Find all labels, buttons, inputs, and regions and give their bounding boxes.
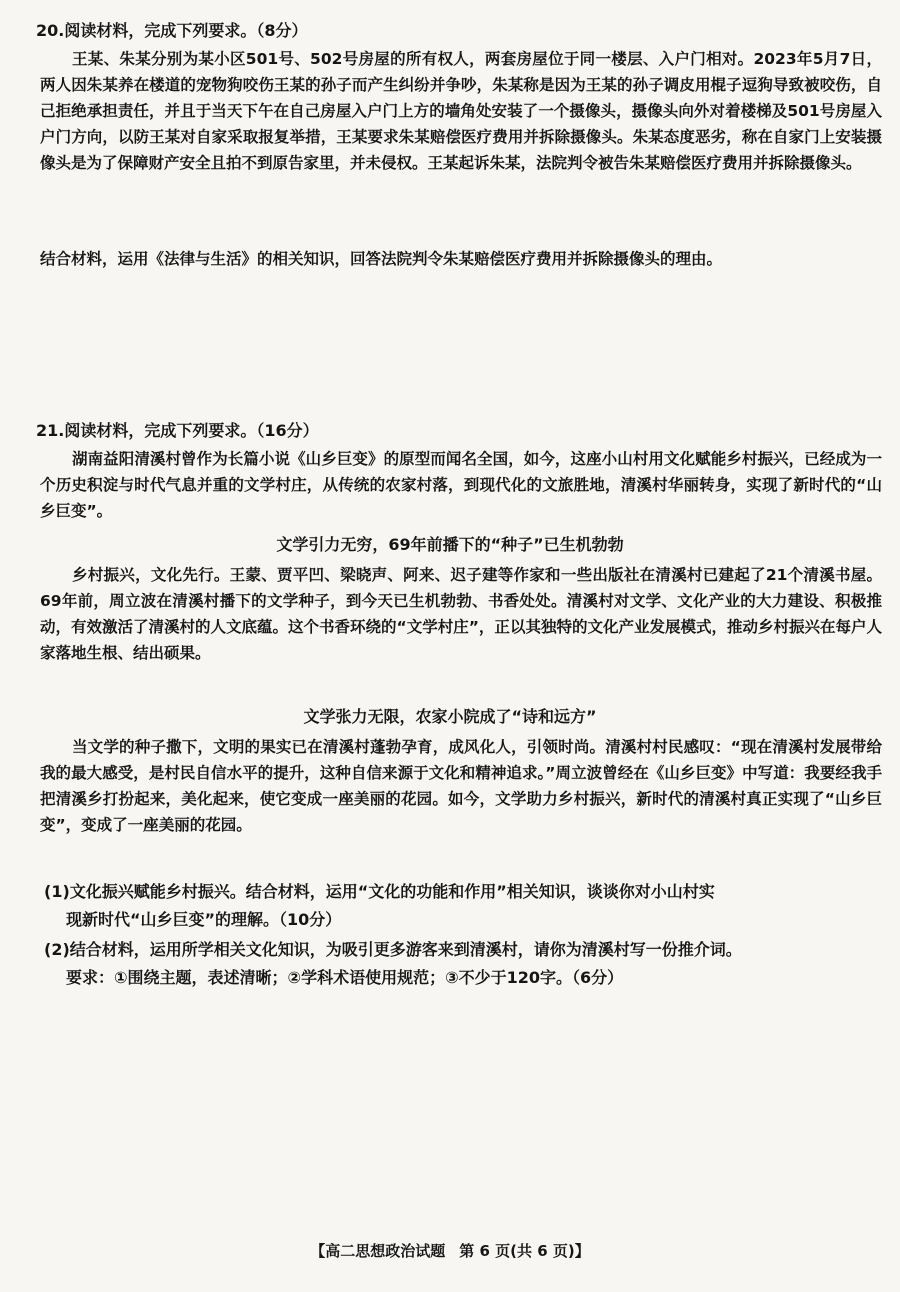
q21-answer-space — [36, 1000, 882, 1230]
q21-sub2-line2: 要求：①围绕主题，表述清晰；②学科术语使用规范；③不少于120字。（6分） — [66, 968, 624, 987]
q20-header: 20.阅读材料，完成下列要求。（8分） — [36, 21, 308, 40]
q20-task: 结合材料，运用《法律与生活》的相关知识，回答法院判令朱某赔偿医疗费用并拆除摄像头的理由。 — [40, 250, 723, 268]
q21-header: 21.阅读材料，完成下列要求。（16分） — [36, 421, 319, 440]
q21-sub1-line2: 现新时代“山乡巨变”的理解。（10分） — [66, 910, 342, 929]
q20-material: 王某、朱某分别为某小区501号、502号房屋的所有权人，两套房屋位于同一楼层、入户门相对。2023年5月7日，两人因朱某养在楼道的宠物狗咬伤王某的孙子而产生纠纷并争吵，朱某称是因为王某的孙子调皮用棍子逗狗导致被咬伤，自己拒绝承担责任，并且于当天下午在自己房屋入户门上方的墙角处安装了一个摄像头，摄像头向外对着楼梯及501号房屋入户门方向，以防王某对自家采取报复举措，王某要求朱某赔偿医疗费用并拆除摄像头。朱某态度恶劣，称在自家门上安装摄像头是为了保障财产安全且拍不到原告家里，并未侵权。王某起诉朱某，法院判令被告朱某赔偿医疗费用并拆除摄像头。 — [40, 50, 882, 172]
q21-section1-title: 文学引力无穷，69年前播下的“种子”已生机勃勃 — [276, 535, 624, 554]
footer-title: 【高二思想政治试题 — [310, 1242, 446, 1260]
q20-answer-space — [36, 280, 882, 410]
q21-section2-title: 文学张力无限，农家小院成了“诗和远方” — [303, 707, 597, 726]
q21-subquestion-2 — [44, 936, 882, 992]
q21-sub1-line1: (1)文化振兴赋能乡村振兴。结合材料，运用“文化的功能和作用”相关知识，谈谈你对小山村实 — [44, 882, 715, 901]
q21-section1-text: 乡村振兴，文化先行。王蒙、贾平凹、梁晓声、阿来、迟子建等作家和一些出版社在清溪村已建起了21个清溪书屋。69年前，周立波在清溪村播下的文学种子，到今天已生机勃勃、书香处处。清溪村对文学、文化产业的大力建设、积极推动，有效激活了清溪村的人文底蕴。这个书香环绕的“文学村庄”，正以其独特的文化产业发展模式，推动乡村振兴在每户人家落地生根、结出硕果。 — [40, 566, 882, 662]
q21-sub2-line1: (2)结合材料，运用所学相关文化知识，为吸引更多游客来到清溪村，请你为清溪村写一份推介词。 — [44, 940, 742, 959]
footer-page-number: 第 6 页(共 6 页)】 — [459, 1242, 590, 1260]
q21-intro: 湖南益阳清溪村曾作为长篇小说《山乡巨变》的原型而闻名全国，如今，这座小山村用文化赋能乡村振兴，已经成为一个历史积淀与时代气息并重的文学村庄，从传统的农家村落，到现代化的文旅胜地，清溪村华丽转身，实现了新时代的“山乡巨变”。 — [40, 450, 882, 520]
q21-subquestion-1 — [44, 878, 882, 934]
page-footer — [0, 1240, 900, 1261]
q21-section2-text: 当文学的种子撒下，文明的果实已在清溪村蓬勃孕育，成风化人，引领时尚。清溪村村民感叹：“现在清溪村发展带给我的最大感受，是村民自信水平的提升，这种自信来源于文化和精神追求。”周立波曾经在《山乡巨变》中写道：我要经我手把清溪乡打扮起来，美化起来，使它变成一座美丽的花园。如今，文学助力乡村振兴，新时代的清溪村真正实现了“山乡巨变”，变成了一座美丽的花园。 — [40, 738, 882, 834]
